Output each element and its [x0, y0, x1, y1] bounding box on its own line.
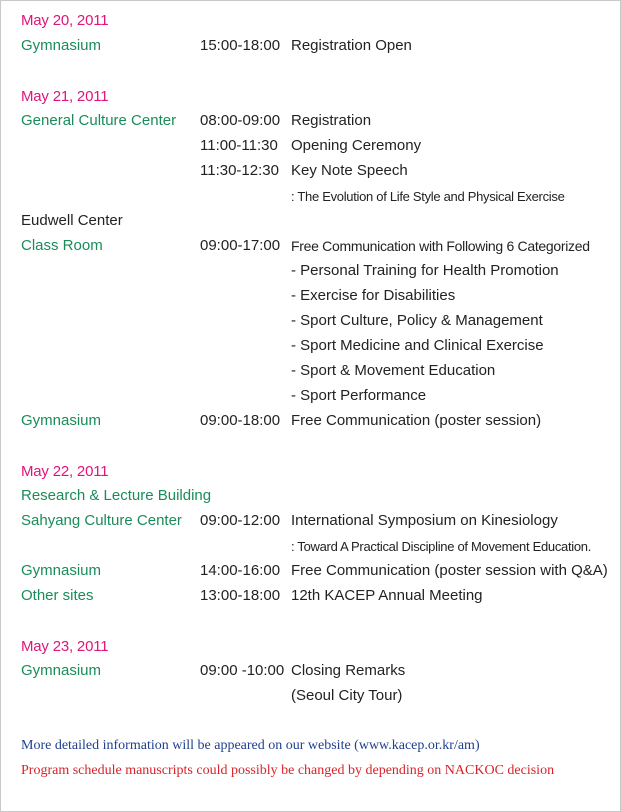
event-title: Free Communication (poster session with Q&A) [291, 562, 608, 579]
schedule-row [1, 187, 620, 209]
day-date: May 23, 2011 [21, 638, 109, 655]
category-item: - Personal Training for Health Promotion [291, 262, 559, 279]
schedule-row [1, 687, 620, 709]
category-item: - Sport Medicine and Clinical Exercise [291, 337, 544, 354]
schedule-row [1, 312, 620, 334]
category-item: - Sport Performance [291, 387, 427, 404]
venue-label: Other sites [21, 587, 94, 604]
schedule-row [1, 512, 620, 534]
time-range: 13:00-18:00 [200, 587, 281, 604]
event-subtitle: : The Evolution of Life Style and Physical Exercise [291, 189, 565, 204]
schedule-row [1, 362, 620, 384]
time-range: 09:00-17:00 [200, 237, 281, 254]
category-item: - Sport Culture, Policy & Management [291, 312, 543, 329]
category-item: - Sport & Movement Education [291, 362, 496, 379]
schedule-row [1, 387, 620, 409]
event-title: Closing Remarks [291, 662, 406, 679]
event-title: Registration [291, 112, 372, 129]
schedule-row [1, 162, 620, 184]
schedule-row [1, 37, 620, 59]
event-title: Opening Ceremony [291, 137, 422, 154]
schedule-row [1, 587, 620, 609]
day-date: May 21, 2011 [21, 88, 109, 105]
event-title: Registration Open [291, 37, 412, 54]
time-range: 09:00-12:00 [200, 512, 281, 529]
schedule-row [1, 562, 620, 584]
venue-label: Gymnasium [21, 412, 102, 429]
venue-label: Gymnasium [21, 37, 102, 54]
schedule-row [1, 337, 620, 359]
venue-label: Eudwell Center [21, 212, 123, 229]
schedule-row [1, 262, 620, 284]
event-title: Key Note Speech [291, 162, 408, 179]
venue-label: General Culture Center [21, 112, 177, 129]
schedule-row [1, 662, 620, 684]
time-range: 09:00-18:00 [200, 412, 281, 429]
category-item: - Exercise for Disabilities [291, 287, 456, 304]
day-date: May 20, 2011 [21, 12, 109, 29]
schedule-row [1, 487, 620, 509]
event-subtitle: : Toward A Practical Discipline of Movement Education. [291, 539, 592, 554]
schedule-row [1, 137, 620, 159]
schedule-row [1, 112, 620, 134]
event-title: International Symposium on Kinesiology [291, 512, 558, 529]
time-range: 15:00-18:00 [200, 37, 281, 54]
event-title: 12th KACEP Annual Meeting [291, 587, 483, 604]
event-title: Free Communication with Following 6 Categorized [291, 238, 590, 254]
schedule-row [1, 412, 620, 434]
venue-label: Sahyang Culture Center [21, 512, 182, 529]
website-note: More detailed information will be appeared on our website (www.kacep.or.kr/am) [21, 738, 480, 753]
schedule-row [1, 212, 620, 234]
event-title: (Seoul City Tour) [291, 687, 403, 704]
schedule-row [1, 287, 620, 309]
time-range: 11:30-12:30 [200, 162, 279, 179]
venue-label: Gymnasium [21, 562, 102, 579]
venue-label: Research & Lecture Building [21, 487, 212, 504]
schedule-row [1, 237, 620, 259]
event-title: Free Communication (poster session) [291, 412, 542, 429]
time-range: 08:00-09:00 [200, 112, 281, 129]
time-range: 11:00-11:30 [200, 137, 278, 154]
time-range: 09:00 -10:00 [200, 662, 285, 679]
venue-label: Class Room [21, 237, 103, 254]
schedule-row [1, 537, 620, 559]
day-date: May 22, 2011 [21, 463, 109, 480]
venue-label: Gymnasium [21, 662, 102, 679]
time-range: 14:00-16:00 [200, 562, 281, 579]
disclaimer-note: Program schedule manuscripts could possibly be changed by depending on NACKOC decision [21, 763, 555, 778]
